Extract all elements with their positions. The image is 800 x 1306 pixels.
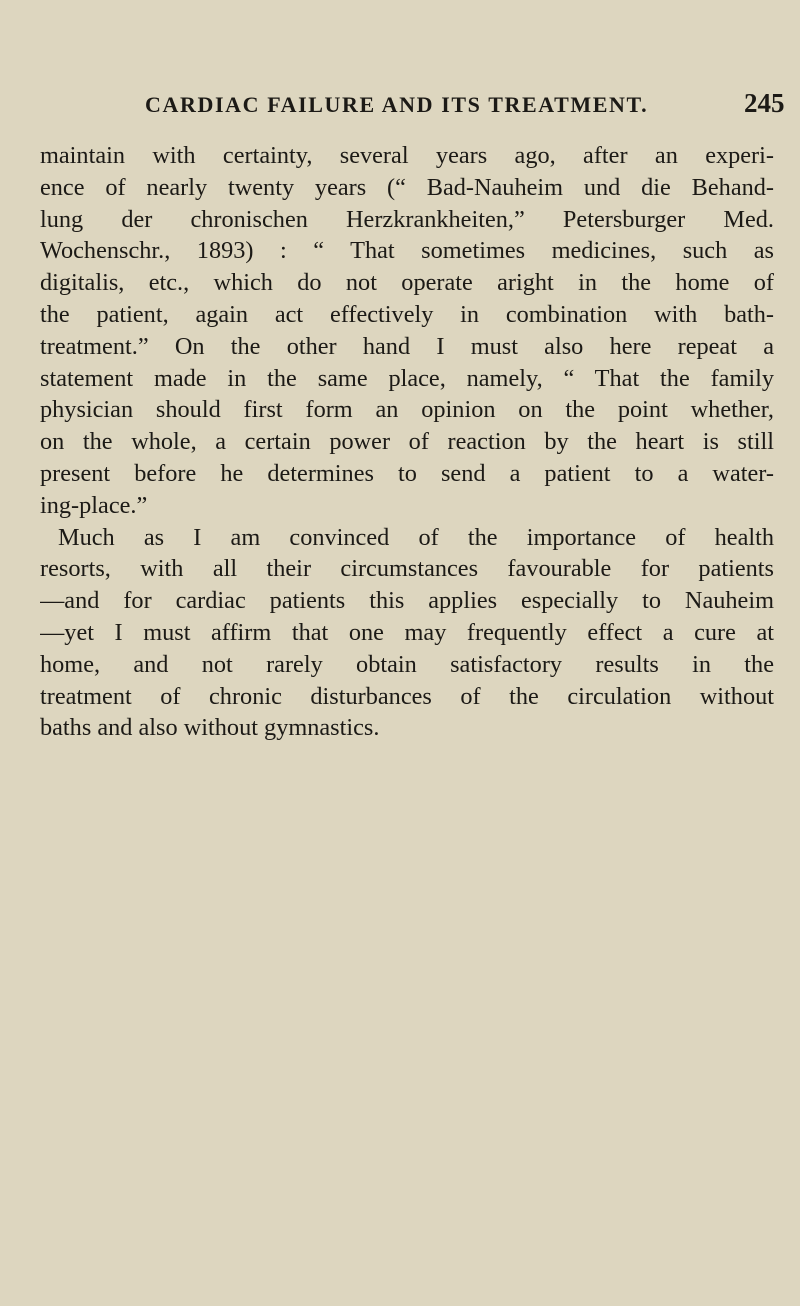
text-line-17: home, and not rarely obtain satisfactory results in the <box>40 650 774 678</box>
text-line-9: physician should first form an opinion on the point whether, <box>40 396 774 424</box>
text-line-16: —yet I must affirm that one may frequently effect a cure at <box>40 618 774 646</box>
running-title: CARDIAC FAILURE AND ITS TREATMENT. <box>145 92 649 117</box>
text-line-6: the patient, again act effectively in combination with bath- <box>40 300 774 328</box>
text-line-12: ing-place.” <box>40 491 148 519</box>
page-number: 245 <box>744 88 785 118</box>
running-head <box>0 88 800 126</box>
text-line-11: present before he determines to send a patient to a water- <box>40 459 774 487</box>
text-line-19: baths and also without gymnastics. <box>40 714 380 742</box>
text-line-4: Wochenschr., 1893) : “ That sometimes medicines, such as <box>40 237 774 265</box>
text-line-3: lung der chronischen Herzkrankheiten,” Petersburger Med. <box>40 205 774 233</box>
text-line-2: ence of nearly twenty years (“ Bad-Nauheim und die Behand- <box>40 173 774 201</box>
text-line-18: treatment of chronic disturbances of the circulation without <box>40 682 774 710</box>
text-line-13: Much as I am convinced of the importance of health <box>58 523 774 551</box>
text-line-1: maintain with certainty, several years ago, after an experi- <box>40 142 774 169</box>
text-line-15: —and for cardiac patients this applies especially to Nauheim <box>40 587 774 615</box>
text-line-7: treatment.” On the other hand I must also here repeat a <box>40 332 774 360</box>
text-line-10: on the whole, a certain power of reaction by the heart is still <box>40 428 774 456</box>
text-line-14: resorts, with all their circumstances favourable for patients <box>40 555 774 583</box>
text-line-8: statement made in the same place, namely, “ That the family <box>40 364 774 392</box>
text-line-5: digitalis, etc., which do not operate aright in the home of <box>40 269 774 297</box>
body-text <box>40 140 774 744</box>
